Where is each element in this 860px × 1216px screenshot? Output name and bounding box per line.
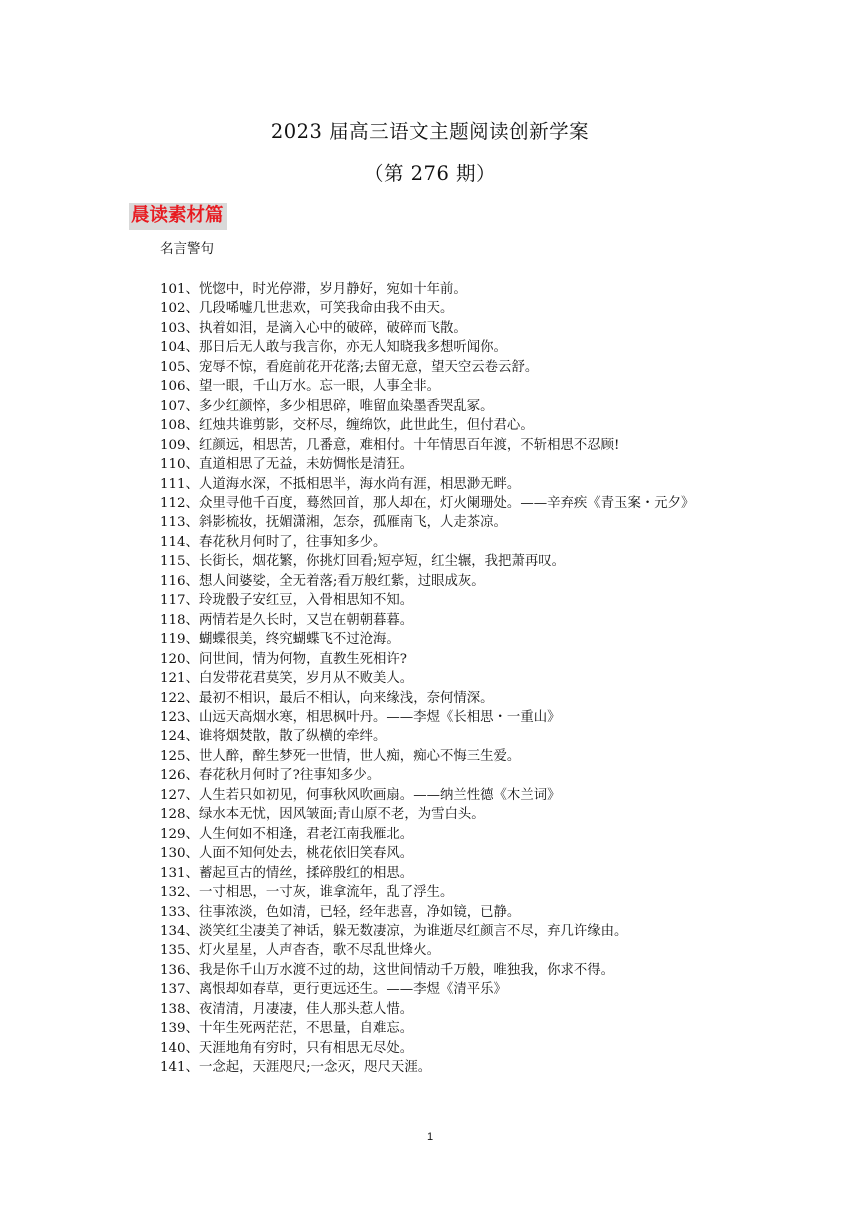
quote-item: 109、红颜远，相思苦，几番意，难相付。十年情思百年渡，不斩相思不忍顾!	[160, 437, 620, 453]
quote-item: 106、望一眼，千山万水。忘一眼，人事全非。	[160, 379, 440, 395]
quote-item: 131、蓄起亘古的情丝，揉碎殷红的相思。	[160, 865, 414, 881]
quote-item: 123、山远天高烟水寒，相思枫叶丹。——李煜《长相思・一重山》	[160, 709, 561, 725]
quote-item: 121、白发带花君莫笑，岁月从不败美人。	[160, 671, 414, 687]
quote-item: 113、斜影梳妆，抚媚潇湘，怎奈，孤雁南飞，人走茶凉。	[160, 515, 507, 531]
quote-item: 125、世人醉，醉生梦死一世情，世人痴，痴心不悔三生爱。	[160, 748, 521, 764]
quote-item: 103、执着如泪，是滴入心中的破碎，破碎而飞散。	[160, 320, 467, 336]
quote-list	[129, 280, 737, 1078]
quote-item: 140、天涯地角有穷时，只有相思无尽处。	[160, 1040, 414, 1056]
quote-item: 130、人面不知何处去，桃花依旧笑春风。	[160, 846, 414, 862]
quote-item: 101、恍惚中，时光停滞，岁月静好，宛如十年前。	[160, 282, 467, 297]
section-heading: 晨读素材篇	[129, 203, 227, 230]
issue-number: （第 276 期）	[363, 162, 497, 185]
quote-item: 102、几段唏嘘几世悲欢，可笑我命由我不由天。	[160, 301, 454, 317]
quote-item: 133、往事浓淡，色如清，已轻，经年悲喜，净如镜，已静。	[160, 904, 521, 920]
quote-item: 114、春花秋月何时了，往事知多少。	[160, 534, 387, 550]
quote-item: 137、离恨却如春草，更行更远还生。——李煜《清平乐》	[160, 982, 507, 998]
quote-item: 129、人生何如不相逢，君老江南我雁北。	[160, 826, 414, 842]
quote-item: 135、灯火星星，人声杳杳，歌不尽乱世烽火。	[160, 943, 440, 959]
quote-item: 122、最初不相识，最后不相认，向来缘浅，奈何情深。	[160, 690, 494, 706]
quote-item: 132、一寸相思，一寸灰，谁拿流年，乱了浮生。	[160, 885, 454, 901]
document-title: 2023 届高三语文主题阅读创新学案	[270, 120, 590, 143]
quote-item: 120、问世间，情为何物，直教生死相许?	[160, 651, 407, 667]
quote-item: 111、人道海水深，不抵相思半，海水尚有涯，相思渺无畔。	[160, 476, 521, 492]
quote-item: 128、绿水本无忧，因风皱面;青山原不老，为雪白头。	[160, 807, 485, 823]
quote-item: 139、十年生死两茫茫，不思量，自难忘。	[160, 1021, 414, 1037]
quote-item: 117、玲珑骰子安红豆，入骨相思知不知。	[160, 593, 414, 609]
quote-item: 126、春花秋月何时了?往事知多少。	[160, 768, 381, 784]
quote-item: 115、长街长，烟花繁，你挑灯回看;短亭短，红尘辗，我把萧再叹。	[160, 554, 566, 570]
quote-item: 138、夜清清，月凄凄，佳人那头惹人惜。	[160, 1001, 414, 1017]
quote-item: 108、红烛共谁剪影，交杯尽，缠绵饮，此世此生，但付君心。	[160, 418, 534, 434]
quote-item: 107、多少红颜悴，多少相思碎，唯留血染墨香哭乱冢。	[160, 398, 494, 414]
quote-item: 116、想人间婆娑，全无着落;看万般红紫，过眼成灰。	[160, 573, 485, 589]
quote-item: 110、直道相思了无益，未妨惆怅是清狂。	[160, 457, 414, 473]
quote-item: 141、一念起，天涯咫尺;一念灭，咫尺天涯。	[160, 1060, 432, 1076]
quote-item: 112、众里寻他千百度，蓦然回首，那人却在，灯火阑珊处。——辛弃疾《青玉案・元夕》	[160, 495, 695, 511]
quote-item: 104、那日后无人敢与我言你，亦无人知晓我多想听闻你。	[160, 340, 507, 356]
subheading: 名言警句	[160, 241, 214, 257]
page-number: 1	[426, 1131, 434, 1143]
quote-item: 127、人生若只如初见，何事秋风吹画扇。——纳兰性德《木兰词》	[160, 787, 561, 803]
quote-item: 105、宠辱不惊，看庭前花开花落;去留无意，望天空云卷云舒。	[160, 359, 539, 375]
quote-item: 136、我是你千山万水渡不过的劫，这世间情动千万般，唯独我，你求不得。	[160, 962, 615, 978]
quote-item: 134、淡笑红尘凄美了神话，躲无数凄凉，为谁逝尽红颜言不尽，弃几许缘由。	[160, 923, 628, 939]
quote-item: 119、蝴蝶很美，终究蝴蝶飞不过沧海。	[160, 632, 400, 648]
quote-item: 118、两情若是久长时，又岂在朝朝暮暮。	[160, 612, 414, 628]
quote-item: 124、谁将烟焚散，散了纵横的牵绊。	[160, 729, 387, 745]
